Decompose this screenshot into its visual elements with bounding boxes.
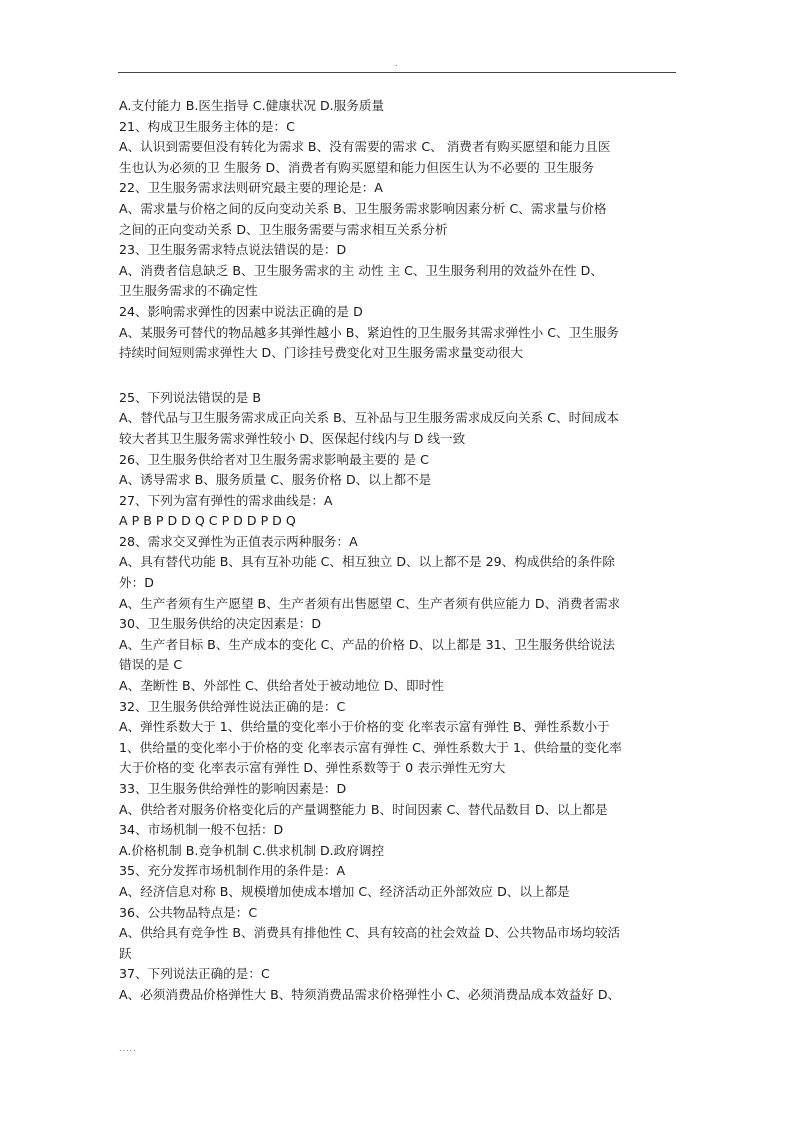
text-line: 24、影响需求弹性的因素中说法正确的是 D <box>119 303 363 319</box>
text-line: 23、卫生服务需求特点说法错误的是：D <box>119 242 347 258</box>
text-line: 28、需求交叉弹性为正值表示两种服务：A <box>119 533 358 549</box>
text-line: 生也认为必须的卫 生服务 D、消费者有购买愿望和能力但医生认为不必要的 卫生服务 <box>119 159 595 175</box>
text-line: 27、下列为富有弹性的需求曲线是：A <box>119 492 333 508</box>
text-line: A、供给者对服务价格变化后的产量调整能力 B、时间因素 C、替代品数目 D、以上都是 <box>119 801 608 817</box>
text-line: A、具有替代功能 B、具有互补功能 C、相互独立 D、以上都不是 29、构成供给的条件除 <box>119 554 615 570</box>
document-body <box>119 96 679 1006</box>
text-line: A、替代品与卫生服务需求成正向关系 B、互补品与卫生服务需求成反向关系 C、时间成本 <box>119 410 620 426</box>
text-line: 37、下列说法正确的是：C <box>119 966 270 982</box>
text-line: 25、下列说法错误的是 B <box>119 389 262 405</box>
text-line: 大于价格的变 化率表示富有弹性 D、弹性系数等于 0 表示弹性无穷大 <box>119 760 506 776</box>
text-line: 较大者其卫生服务需求弹性较小 D、医保起付线内与 D 线一致 <box>119 430 466 446</box>
text-line: A、认识到需要但没有转化为需求 B、没有需要的需求 C、 消费者有购买愿望和能力且医 <box>119 139 611 155</box>
text-line: A、诱导需求 B、服务质量 C、服务价格 D、以上都不是 <box>119 472 432 488</box>
text-line: A、某服务可替代的物品越多其弹性越小 B、紧迫性的卫生服务其需求弹性小 C、卫生服务 <box>119 324 620 340</box>
text-line: 35、充分发挥市场机制作用的条件是：A <box>119 863 346 879</box>
text-line: 外：D <box>119 575 154 591</box>
text-line: A、供给具有竞争性 B、消费具有排他性 C、具有较高的社会效益 D、公共物品市场均较活 <box>119 925 621 941</box>
text-line: A、生产者须有生产愿望 B、生产者须有出售愿望 C、生产者须有供应能力 D、消费者需求 <box>119 595 621 611</box>
text-line: A、弹性系数大于 1、供给量的变化率小于价格的变 化率表示富有弹性 B、弹性系数小于 <box>119 719 610 735</box>
text-line: 33、卫生服务供给弹性的影响因素是：D <box>119 781 347 796</box>
text-line: 卫生服务需求的不确定性 <box>119 283 258 299</box>
text-line: 持续时间短则需求弹性大 D、门诊挂号费变化对卫生服务需求量变动很大 <box>119 345 524 361</box>
text-line: A P B P D D Q C P D D P D Q <box>119 513 296 529</box>
text-line: A、垄断性 B、外部性 C、供给者处于被动地位 D、即时性 <box>119 678 444 694</box>
text-line: 30、卫生服务供给的决定因素是：D <box>119 616 322 632</box>
blank-line <box>119 364 679 388</box>
text-line: 跃 <box>119 945 132 961</box>
text-line: A、必须消费品价格弹性大 B、特须消费品需求价格弹性小 C、必须消费品成本效益好 D、 <box>119 986 621 1002</box>
text-line: A、经济信息对称 B、规模增加使成本增加 C、经济活动正外部效应 D、以上都是 <box>119 883 570 899</box>
text-line: 1、供给量的变化率小于价格的变 化率表示富有弹性 C、弹性系数大于 1、供给量的变化率 <box>119 739 622 755</box>
header-rule <box>118 72 676 73</box>
text-line: A、消费者信息缺乏 B、卫生服务需求的主 动性 主 C、卫生服务利用的效益外在性 D、 <box>119 262 603 278</box>
text-line: A、需求量与价格之间的反向变动关系 B、卫生服务需求影响因素分析 C、需求量与价格 <box>119 200 607 216</box>
text-line: 36、公共物品特点是：C <box>119 904 258 920</box>
text-line: 之间的正向变动关系 D、卫生服务需要与需求相互关系分析 <box>119 221 448 237</box>
text-line: A.价格机制 B.竞争机制 C.供求机制 D.政府调控 <box>119 842 385 858</box>
header-mark: . <box>395 59 398 68</box>
footer-mark: ..... <box>119 1044 137 1053</box>
text-line: 错误的是 C <box>119 657 183 673</box>
text-line: 32、卫生服务供给弹性说法正确的是：C <box>119 698 346 714</box>
text-line: A.支付能力 B.医生指导 C.健康状况 D.服务质量 <box>119 98 385 113</box>
text-line: 22、卫生服务需求法则研究最主要的理论是：A <box>119 180 383 196</box>
text-line: 21、构成卫生服务主体的是：C <box>119 118 295 134</box>
text-line: 34、市场机制一般不包括：D <box>119 822 284 838</box>
text-line: 26、卫生服务供给者对卫生服务需求影响最主要的 是 C <box>119 451 429 467</box>
text-line: A、生产者目标 B、生产成本的变化 C、产品的价格 D、以上都是 31、卫生服务供给说法 <box>119 636 615 652</box>
